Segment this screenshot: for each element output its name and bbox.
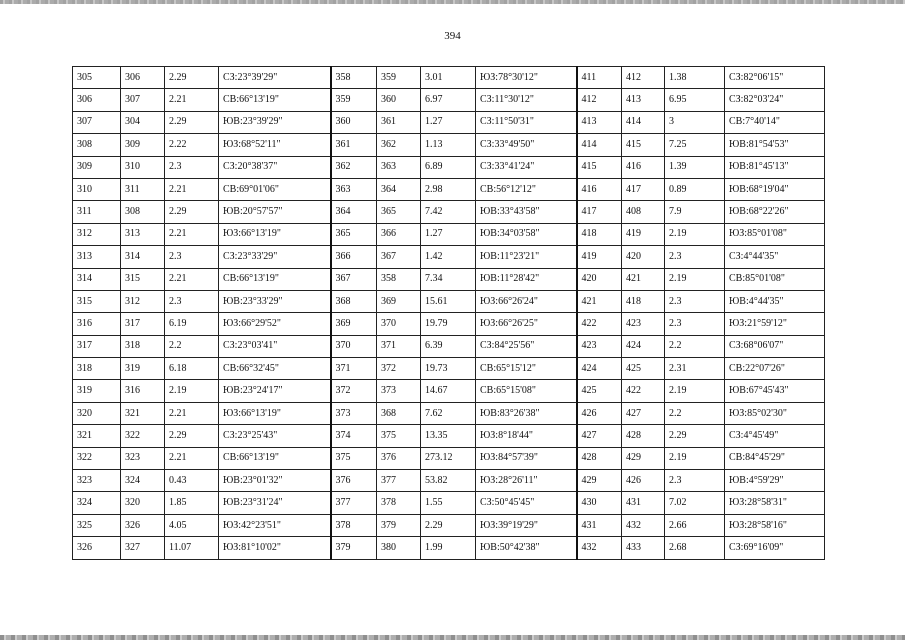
cell-to-point: 326 [121, 514, 165, 536]
table-row [73, 156, 825, 178]
cell-to-point: 366 [377, 223, 421, 245]
cell-bearing: ЮЗ:28°58'16" [725, 514, 825, 536]
cell-length: 2.3 [165, 246, 219, 268]
cell-bearing: ЮВ:83°26'38" [476, 402, 577, 424]
cell-to-point: 307 [121, 89, 165, 111]
cell-bearing: ЮЗ:66°26'24" [476, 290, 577, 312]
cell-to-point: 312 [121, 290, 165, 312]
cell-length: 1.39 [665, 156, 725, 178]
cell-bearing: ЮВ:11°28'42" [476, 268, 577, 290]
table-row [73, 134, 825, 156]
cell-bearing: ЮВ:20°57'57" [219, 201, 331, 223]
cell-to-point: 424 [622, 335, 665, 357]
cell-from-point: 370 [331, 335, 377, 357]
cell-length: 6.19 [165, 313, 219, 335]
cell-bearing: СЗ:84°25'56" [476, 335, 577, 357]
table-row [73, 335, 825, 357]
cell-bearing: ЮВ:68°19'04" [725, 178, 825, 200]
cell-from-point: 427 [577, 425, 622, 447]
cell-length: 2.29 [165, 201, 219, 223]
cell-length: 2.3 [165, 290, 219, 312]
cell-bearing: ЮЗ:66°29'52" [219, 313, 331, 335]
cell-to-point: 412 [622, 67, 665, 89]
cell-bearing: ЮЗ:8°18'44" [476, 425, 577, 447]
cell-bearing: СЗ:69°16'09" [725, 537, 825, 559]
cell-bearing: ЮВ:67°45'43" [725, 380, 825, 402]
page-number: 394 [444, 30, 461, 42]
cell-from-point: 377 [331, 492, 377, 514]
cell-from-point: 363 [331, 178, 377, 200]
cell-to-point: 422 [622, 380, 665, 402]
cell-length: 2.3 [665, 470, 725, 492]
cell-from-point: 325 [73, 514, 121, 536]
cell-to-point: 322 [121, 425, 165, 447]
cell-from-point: 418 [577, 223, 622, 245]
cell-bearing: СЗ:23°03'41" [219, 335, 331, 357]
cell-from-point: 320 [73, 402, 121, 424]
cell-to-point: 416 [622, 156, 665, 178]
cell-bearing: ЮЗ:28°26'11" [476, 470, 577, 492]
cell-from-point: 412 [577, 89, 622, 111]
cell-length: 2.3 [665, 313, 725, 335]
cell-bearing: СЗ:4°44'35" [725, 246, 825, 268]
cell-to-point: 375 [377, 425, 421, 447]
cell-bearing: СВ:22°07'26" [725, 358, 825, 380]
cell-bearing: СЗ:23°33'29" [219, 246, 331, 268]
cell-from-point: 431 [577, 514, 622, 536]
table-row [73, 223, 825, 245]
cell-to-point: 363 [377, 156, 421, 178]
cell-length: 2.29 [165, 67, 219, 89]
cell-to-point: 365 [377, 201, 421, 223]
cell-bearing: ЮЗ:66°13'19" [219, 223, 331, 245]
cell-length: 2.22 [165, 134, 219, 156]
cell-length: 2.31 [665, 358, 725, 380]
cell-bearing: СЗ:23°25'43" [219, 425, 331, 447]
cell-to-point: 320 [121, 492, 165, 514]
scan-edge-bottom [0, 635, 905, 640]
cell-bearing: ЮВ:4°59'29" [725, 470, 825, 492]
cell-length: 11.07 [165, 537, 219, 559]
cell-length: 7.34 [421, 268, 476, 290]
cell-to-point: 361 [377, 111, 421, 133]
cell-bearing: ЮЗ:28°58'31" [725, 492, 825, 514]
table-row [73, 380, 825, 402]
cell-from-point: 310 [73, 178, 121, 200]
cell-to-point: 429 [622, 447, 665, 469]
cell-bearing: ЮВ:23°39'29" [219, 111, 331, 133]
cell-length: 1.38 [665, 67, 725, 89]
table-row [73, 178, 825, 200]
cell-length: 2.21 [165, 178, 219, 200]
cell-length: 6.95 [665, 89, 725, 111]
cell-bearing: ЮВ:81°54'53" [725, 134, 825, 156]
cell-bearing: СЗ:4°45'49" [725, 425, 825, 447]
cell-bearing: СВ:66°13'19" [219, 447, 331, 469]
cell-length: 7.25 [665, 134, 725, 156]
cell-bearing: ЮВ:23°24'17" [219, 380, 331, 402]
cell-bearing: СЗ:50°45'45" [476, 492, 577, 514]
cell-bearing: СЗ:68°06'07" [725, 335, 825, 357]
cell-to-point: 378 [377, 492, 421, 514]
cell-from-point: 420 [577, 268, 622, 290]
table-row [73, 402, 825, 424]
cell-to-point: 376 [377, 447, 421, 469]
cell-bearing: ЮВ:68°22'26" [725, 201, 825, 223]
cell-from-point: 361 [331, 134, 377, 156]
cell-length: 19.79 [421, 313, 476, 335]
cell-to-point: 315 [121, 268, 165, 290]
cell-from-point: 411 [577, 67, 622, 89]
cell-length: 1.55 [421, 492, 476, 514]
cell-bearing: ЮВ:50°42'38" [476, 537, 577, 559]
cell-to-point: 413 [622, 89, 665, 111]
cell-from-point: 324 [73, 492, 121, 514]
cell-length: 19.73 [421, 358, 476, 380]
cell-length: 2.68 [665, 537, 725, 559]
cell-from-point: 311 [73, 201, 121, 223]
cell-bearing: СВ:56°12'12" [476, 178, 577, 200]
cell-to-point: 304 [121, 111, 165, 133]
cell-to-point: 313 [121, 223, 165, 245]
cell-to-point: 362 [377, 134, 421, 156]
cell-bearing: СЗ:11°30'12" [476, 89, 577, 111]
cell-length: 2.19 [665, 447, 725, 469]
cell-to-point: 427 [622, 402, 665, 424]
cell-length: 6.97 [421, 89, 476, 111]
cell-to-point: 316 [121, 380, 165, 402]
cell-length: 2.29 [165, 425, 219, 447]
cell-from-point: 375 [331, 447, 377, 469]
cell-from-point: 430 [577, 492, 622, 514]
cell-to-point: 425 [622, 358, 665, 380]
cell-from-point: 421 [577, 290, 622, 312]
cell-length: 6.39 [421, 335, 476, 357]
cell-bearing: ЮВ:34°03'58" [476, 223, 577, 245]
cell-to-point: 377 [377, 470, 421, 492]
cell-to-point: 369 [377, 290, 421, 312]
cell-bearing: СЗ:33°41'24" [476, 156, 577, 178]
cell-to-point: 426 [622, 470, 665, 492]
cell-to-point: 308 [121, 201, 165, 223]
cell-to-point: 432 [622, 514, 665, 536]
cell-to-point: 309 [121, 134, 165, 156]
cell-bearing: СЗ:23°39'29" [219, 67, 331, 89]
cell-length: 15.61 [421, 290, 476, 312]
cell-to-point: 379 [377, 514, 421, 536]
cell-to-point: 420 [622, 246, 665, 268]
cell-from-point: 374 [331, 425, 377, 447]
cell-from-point: 419 [577, 246, 622, 268]
cell-length: 2.98 [421, 178, 476, 200]
cell-length: 2.21 [165, 447, 219, 469]
cell-length: 14.67 [421, 380, 476, 402]
cell-to-point: 419 [622, 223, 665, 245]
cell-length: 2.19 [665, 380, 725, 402]
cell-to-point: 433 [622, 537, 665, 559]
cell-to-point: 317 [121, 313, 165, 335]
cell-length: 2.21 [165, 402, 219, 424]
cell-to-point: 373 [377, 380, 421, 402]
table-row [73, 514, 825, 536]
cell-bearing: ЮЗ:39°19'29" [476, 514, 577, 536]
cell-bearing: ЮЗ:66°26'25" [476, 313, 577, 335]
cell-bearing: СВ:84°45'29" [725, 447, 825, 469]
cell-from-point: 372 [331, 380, 377, 402]
cell-to-point: 428 [622, 425, 665, 447]
table-row [73, 111, 825, 133]
cell-bearing: СВ:66°13'19" [219, 268, 331, 290]
cell-from-point: 414 [577, 134, 622, 156]
cell-from-point: 315 [73, 290, 121, 312]
cell-length: 2.2 [665, 335, 725, 357]
cell-from-point: 432 [577, 537, 622, 559]
cell-to-point: 359 [377, 67, 421, 89]
cell-from-point: 423 [577, 335, 622, 357]
cell-to-point: 306 [121, 67, 165, 89]
cell-to-point: 367 [377, 246, 421, 268]
cell-bearing: СВ:7°40'14" [725, 111, 825, 133]
survey-table [72, 66, 825, 560]
table-row [73, 447, 825, 469]
cell-length: 53.82 [421, 470, 476, 492]
cell-length: 1.27 [421, 223, 476, 245]
cell-length: 2.21 [165, 89, 219, 111]
cell-length: 1.85 [165, 492, 219, 514]
cell-bearing: ЮЗ:85°01'08" [725, 223, 825, 245]
cell-bearing: ЮЗ:81°10'02" [219, 537, 331, 559]
cell-to-point: 414 [622, 111, 665, 133]
table-row [73, 470, 825, 492]
cell-length: 2.19 [165, 380, 219, 402]
cell-bearing: ЮВ:23°01'32" [219, 470, 331, 492]
cell-from-point: 376 [331, 470, 377, 492]
cell-from-point: 313 [73, 246, 121, 268]
cell-from-point: 316 [73, 313, 121, 335]
cell-to-point: 364 [377, 178, 421, 200]
scan-edge-top [0, 0, 905, 4]
cell-from-point: 308 [73, 134, 121, 156]
cell-bearing: СЗ:82°06'15" [725, 67, 825, 89]
cell-from-point: 378 [331, 514, 377, 536]
cell-from-point: 326 [73, 537, 121, 559]
cell-to-point: 368 [377, 402, 421, 424]
cell-bearing: ЮВ:33°43'58" [476, 201, 577, 223]
cell-to-point: 408 [622, 201, 665, 223]
cell-bearing: ЮЗ:78°30'12" [476, 67, 577, 89]
cell-bearing: ЮЗ:21°59'12" [725, 313, 825, 335]
cell-from-point: 323 [73, 470, 121, 492]
cell-length: 1.27 [421, 111, 476, 133]
cell-from-point: 426 [577, 402, 622, 424]
cell-from-point: 362 [331, 156, 377, 178]
cell-from-point: 364 [331, 201, 377, 223]
cell-to-point: 358 [377, 268, 421, 290]
cell-from-point: 359 [331, 89, 377, 111]
cell-from-point: 360 [331, 111, 377, 133]
cell-from-point: 369 [331, 313, 377, 335]
cell-length: 6.18 [165, 358, 219, 380]
cell-length: 2.66 [665, 514, 725, 536]
cell-from-point: 417 [577, 201, 622, 223]
cell-to-point: 380 [377, 537, 421, 559]
cell-to-point: 310 [121, 156, 165, 178]
table-row [73, 89, 825, 111]
table-row [73, 313, 825, 335]
cell-from-point: 305 [73, 67, 121, 89]
cell-bearing: ЮЗ:68°52'11" [219, 134, 331, 156]
cell-from-point: 425 [577, 380, 622, 402]
cell-to-point: 311 [121, 178, 165, 200]
cell-from-point: 322 [73, 447, 121, 469]
cell-from-point: 321 [73, 425, 121, 447]
cell-bearing: ЮЗ:85°02'30" [725, 402, 825, 424]
cell-bearing: СЗ:20°38'37" [219, 156, 331, 178]
cell-to-point: 421 [622, 268, 665, 290]
cell-bearing: СВ:66°32'45" [219, 358, 331, 380]
cell-length: 1.13 [421, 134, 476, 156]
cell-length: 2.3 [165, 156, 219, 178]
cell-length: 2.29 [421, 514, 476, 536]
cell-bearing: ЮВ:4°44'35" [725, 290, 825, 312]
table-row [73, 246, 825, 268]
cell-bearing: СЗ:33°49'50" [476, 134, 577, 156]
cell-bearing: СВ:85°01'08" [725, 268, 825, 290]
cell-length: 0.43 [165, 470, 219, 492]
table-row [73, 425, 825, 447]
cell-length: 2.19 [665, 223, 725, 245]
table-row [73, 201, 825, 223]
cell-bearing: ЮВ:23°31'24" [219, 492, 331, 514]
cell-to-point: 418 [622, 290, 665, 312]
cell-bearing: ЮВ:23°33'29" [219, 290, 331, 312]
cell-bearing: ЮЗ:84°57'39" [476, 447, 577, 469]
cell-from-point: 358 [331, 67, 377, 89]
table-row [73, 67, 825, 89]
cell-length: 2.3 [665, 246, 725, 268]
cell-from-point: 379 [331, 537, 377, 559]
cell-length: 13.35 [421, 425, 476, 447]
cell-from-point: 318 [73, 358, 121, 380]
cell-bearing: ЮВ:81°45'13" [725, 156, 825, 178]
cell-from-point: 424 [577, 358, 622, 380]
cell-length: 3 [665, 111, 725, 133]
cell-length: 4.05 [165, 514, 219, 536]
cell-to-point: 360 [377, 89, 421, 111]
cell-to-point: 371 [377, 335, 421, 357]
table-row [73, 537, 825, 559]
cell-from-point: 373 [331, 402, 377, 424]
cell-length: 2.29 [665, 425, 725, 447]
cell-from-point: 368 [331, 290, 377, 312]
table-row [73, 268, 825, 290]
cell-length: 2.2 [665, 402, 725, 424]
cell-length: 0.89 [665, 178, 725, 200]
table-row [73, 492, 825, 514]
cell-length: 2.3 [665, 290, 725, 312]
cell-length: 7.9 [665, 201, 725, 223]
cell-from-point: 422 [577, 313, 622, 335]
cell-length: 2.21 [165, 268, 219, 290]
cell-bearing: ЮЗ:66°13'19" [219, 402, 331, 424]
cell-to-point: 327 [121, 537, 165, 559]
cell-bearing: ЮВ:11°23'21" [476, 246, 577, 268]
cell-length: 7.02 [665, 492, 725, 514]
cell-from-point: 309 [73, 156, 121, 178]
cell-length: 3.01 [421, 67, 476, 89]
cell-from-point: 416 [577, 178, 622, 200]
cell-to-point: 314 [121, 246, 165, 268]
cell-to-point: 415 [622, 134, 665, 156]
cell-from-point: 429 [577, 470, 622, 492]
cell-to-point: 417 [622, 178, 665, 200]
cell-from-point: 365 [331, 223, 377, 245]
cell-to-point: 324 [121, 470, 165, 492]
cell-bearing: СЗ:11°50'31" [476, 111, 577, 133]
cell-length: 7.42 [421, 201, 476, 223]
cell-length: 1.99 [421, 537, 476, 559]
cell-to-point: 321 [121, 402, 165, 424]
cell-bearing: СЗ:82°03'24" [725, 89, 825, 111]
cell-bearing: СВ:65°15'12" [476, 358, 577, 380]
cell-from-point: 317 [73, 335, 121, 357]
cell-to-point: 370 [377, 313, 421, 335]
cell-from-point: 371 [331, 358, 377, 380]
cell-to-point: 431 [622, 492, 665, 514]
cell-from-point: 312 [73, 223, 121, 245]
table-row [73, 358, 825, 380]
cell-from-point: 307 [73, 111, 121, 133]
cell-to-point: 318 [121, 335, 165, 357]
cell-to-point: 319 [121, 358, 165, 380]
cell-bearing: ЮЗ:42°23'51" [219, 514, 331, 536]
cell-to-point: 423 [622, 313, 665, 335]
cell-from-point: 413 [577, 111, 622, 133]
cell-length: 2.2 [165, 335, 219, 357]
table-body [73, 67, 825, 560]
cell-length: 1.42 [421, 246, 476, 268]
cell-bearing: СВ:69°01'06" [219, 178, 331, 200]
cell-from-point: 319 [73, 380, 121, 402]
cell-length: 6.89 [421, 156, 476, 178]
cell-length: 2.29 [165, 111, 219, 133]
cell-from-point: 306 [73, 89, 121, 111]
cell-length: 2.21 [165, 223, 219, 245]
cell-from-point: 367 [331, 268, 377, 290]
cell-from-point: 415 [577, 156, 622, 178]
cell-length: 2.19 [665, 268, 725, 290]
cell-bearing: СВ:66°13'19" [219, 89, 331, 111]
cell-from-point: 366 [331, 246, 377, 268]
cell-from-point: 314 [73, 268, 121, 290]
cell-to-point: 372 [377, 358, 421, 380]
cell-to-point: 323 [121, 447, 165, 469]
table-row [73, 290, 825, 312]
cell-length: 273.12 [421, 447, 476, 469]
cell-bearing: СВ:65°15'08" [476, 380, 577, 402]
cell-from-point: 428 [577, 447, 622, 469]
cell-length: 7.62 [421, 402, 476, 424]
